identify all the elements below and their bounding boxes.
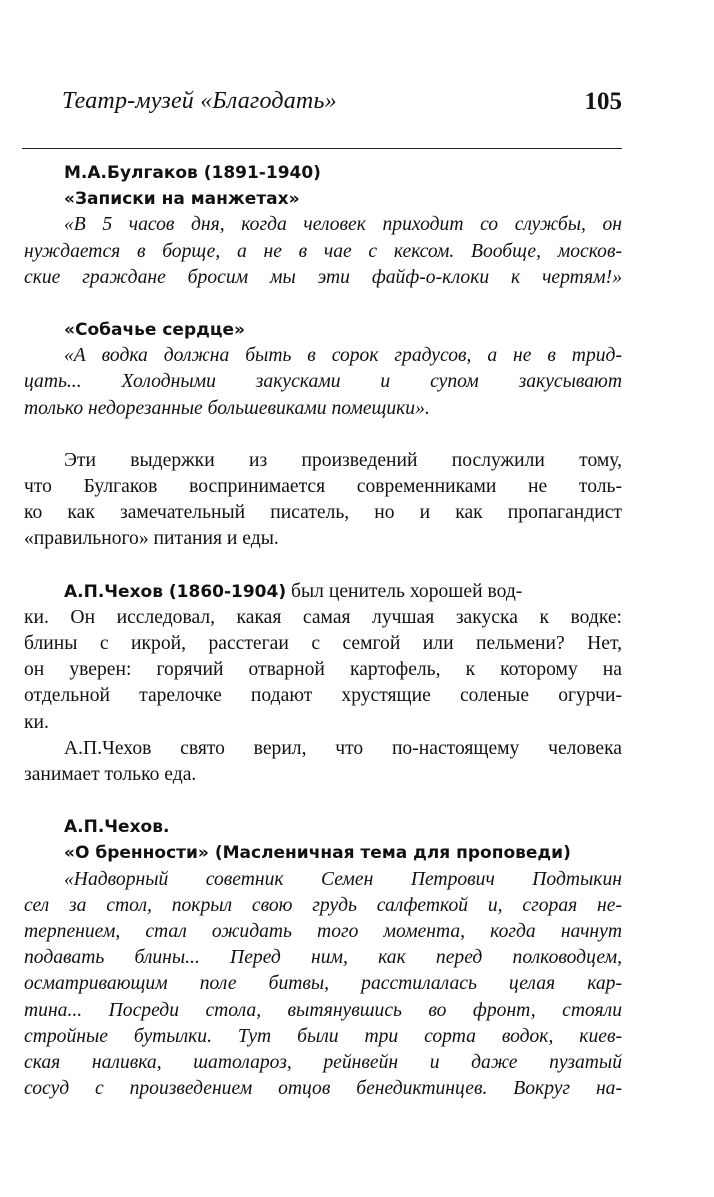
chekhov-heading-rest: был ценитель хорошей вод-: [286, 580, 523, 602]
work-title-line: [64, 840, 622, 866]
paragraph-line: ки.: [24, 711, 49, 733]
quote-line: стройные бутылки. Тут были три сорта водок, киев-: [24, 1025, 622, 1047]
work-subtitle: (Масленичная тема для проповеди): [208, 843, 571, 864]
paragraph-line: А.П.Чехов свято верил, что по-настоящему человека: [64, 737, 622, 759]
chekhov-first-line: [64, 579, 622, 605]
page-body: [24, 160, 622, 1103]
quote-line: цать... Холодными закусками и супом закусывают: [24, 371, 622, 393]
work-title-zapiski: «Записки на манжетах»: [64, 189, 300, 210]
comment-line: Эти выдержки из произведений послужили тому,: [64, 449, 622, 471]
quote-line: осматривающим поле битвы, расстилалась целая кар-: [24, 973, 622, 995]
quote-line: сел за стол, покрыл свою грудь салфеткой и, сгорая не-: [24, 894, 622, 916]
page-header: [62, 88, 622, 122]
paragraph-line: ки. Он исследовал, какая самая лучшая закуска к водке:: [24, 606, 622, 628]
comment-line: ко как замечательный писатель, но и как пропагандист: [24, 502, 622, 524]
comment-line: «правильного» питания и еды.: [24, 528, 279, 550]
page-number: 105: [584, 88, 622, 115]
comment-line: что Булгаков воспринимается современниками не толь-: [24, 476, 622, 498]
quote-line: терпением, стал ожидать того момента, когда начнут: [24, 921, 622, 943]
bulgakov-heading: М.А.Булгаков (1891-1940): [64, 163, 321, 183]
paragraph-line: занимает только еда.: [24, 764, 197, 786]
quote-line: нуждается в борще, а не в чае с кексом. Вообще, москов-: [24, 240, 622, 262]
paragraph-line: он уверен: горячий отварной картофель, к которому на: [24, 659, 622, 681]
quote-line: сосуд с произведением отцов бенедиктинцев. Вокруг на-: [24, 1078, 622, 1100]
chekhov-heading: А.П.Чехов (1860-1904): [64, 581, 287, 602]
quote-line: тина... Посреди стола, вытянувшись во фронт, стояли: [24, 999, 622, 1021]
quote-line: «Надворный советник Семен Петрович Подтыкин: [64, 868, 622, 890]
quote-line: «А водка должна быть в сорок градусов, а не в трид-: [64, 345, 622, 367]
running-title: Театр-музей «Благодать»: [62, 88, 337, 114]
quote-line: ская наливка, шатолароз, рейнвейн и даже пузатый: [24, 1052, 622, 1074]
paragraph-line: блины с икрой, расстегаи с семгой или пельмени? Нет,: [24, 633, 622, 655]
work-title-sobachye-serdtse: «Собачье сердце»: [64, 320, 245, 341]
quote-line: только недорезанные большевиками помещики».: [24, 397, 430, 419]
quote-line: подавать блины... Перед ним, как перед полководцем,: [24, 947, 622, 969]
chekhov-author: А.П.Чехов.: [64, 817, 170, 838]
quote-line: ские граждане бросим мы эти файф-о-клоки к чертям!»: [24, 266, 622, 288]
paragraph-line: отдельной тарелочке подают хрустящие соленые огурчи-: [24, 685, 622, 707]
work-title-o-brennosti: «О бренности»: [64, 843, 209, 864]
header-rule: [22, 148, 622, 149]
quote-line: «В 5 часов дня, когда человек приходит со службы, он: [64, 214, 622, 236]
